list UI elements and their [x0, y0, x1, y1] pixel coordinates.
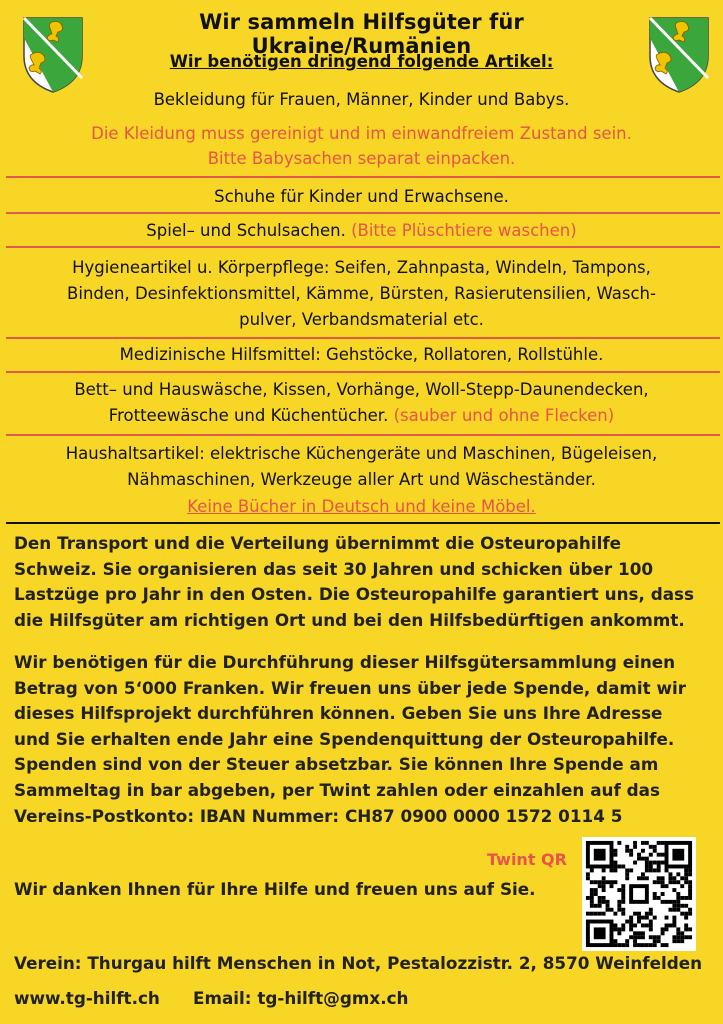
clothing-note-clean: Die Kleidung muss gereinigt und im einwandfreiem Zustand sein. — [91, 124, 632, 143]
page-title: Wir sammeln Hilfsgüter für Ukraine/Rumänien — [199, 10, 524, 58]
clothing-note-babies: Bitte Babysachen separat einpacken. — [207, 149, 516, 168]
twint-qr-label: Twint QR — [487, 850, 567, 869]
divider — [6, 434, 720, 436]
donation-line: Spenden sind von der Steuer absetzbar. Sie können Ihre Spende am — [14, 754, 659, 775]
page-subtitle: Wir benötigen dringend folgende Artikel: — [169, 52, 554, 71]
footer-association: Verein: Thurgau hilft Menschen in Not, Pestalozzistr. 2, 8570 Weinfelden — [14, 953, 703, 973]
item-linen-1: Bett– und Hauswäsche, Kissen, Vorhänge, Woll-Stepp-Daunendecken, — [74, 380, 649, 399]
item-hygiene-3: pulver, Verbandsmaterial etc. — [239, 310, 484, 329]
divider — [6, 371, 720, 373]
toys-note: (Bitte Plüschtiere waschen) — [351, 221, 577, 240]
divider — [6, 337, 720, 339]
household-note: Keine Bücher in Deutsch und keine Möbel. — [187, 497, 536, 516]
transport-line: die Hilfsgüter am richtigen Ort und bei den Hilfsbedürftigen ankommt. — [14, 609, 685, 630]
donation-line: Sammeltag in bar abgeben, per Twint zahlen oder einzahlen auf das — [14, 779, 660, 800]
item-hygiene-2: Binden, Desinfektionsmittel, Kämme, Bürsten, Rasierutensilien, Wasch- — [67, 284, 656, 303]
thanks-text: Wir danken Ihnen für Ihre Hilfe und freuen uns auf Sie. — [14, 879, 536, 899]
donation-line: und Sie erhalten ende Jahr eine Spendenquittung der Osteuropahilfe. — [14, 728, 675, 749]
item-household-1: Haushaltsartikel: elektrische Küchengeräte und Maschinen, Bügeleisen, — [65, 444, 658, 463]
footer-email[interactable]: Email: tg-hilft@gmx.ch — [193, 988, 409, 1008]
transport-line: Schweiz. Sie organisieren das seit 30 Jahren und schicken über 100 — [14, 558, 654, 579]
linen-text: Frotteewäsche und Küchentücher. — [108, 406, 389, 425]
transport-line: Den Transport und die Verteilung übernimmt die Osteuropahilfe — [14, 533, 622, 553]
toys-text: Spiel– und Schulsachen. — [146, 221, 346, 240]
donation-iban-line: Vereins-Postkonto: IBAN Nummer: CH87 0900 0000 1572 0114 5 — [14, 805, 623, 826]
divider — [6, 522, 720, 524]
donation-line: Betrag von 5‘000 Franken. Wir freuen uns über jede Spende, damit wir — [14, 677, 687, 698]
donation-line: Wir benötigen für die Durchführung dieser Hilfsgütersammlung einen — [14, 652, 676, 672]
thurgau-crest-icon — [22, 16, 84, 94]
item-clothing: Bekleidung für Frauen, Männer, Kinder und Babys. — [153, 90, 570, 109]
item-toys — [0, 218, 723, 243]
donation-paragraph — [14, 650, 714, 829]
item-linen-2 — [0, 403, 723, 428]
item-medical: Medizinische Hilfsmittel: Gehstöcke, Rollatoren, Rollstühle. — [119, 345, 604, 364]
item-hygiene-1: Hygieneartikel u. Körperpflege: Seifen, Zahnpasta, Windeln, Tampons, — [72, 258, 651, 277]
thurgau-crest-icon — [648, 16, 710, 94]
footer-website[interactable]: www.tg-hilft.ch — [14, 988, 160, 1008]
transport-paragraph — [14, 531, 714, 633]
linen-note: (sauber und ohne Flecken) — [393, 406, 615, 425]
transport-line: Lastzüge pro Jahr in den Osten. Die Osteuropahilfe garantiert uns, dass — [14, 584, 695, 605]
item-shoes: Schuhe für Kinder und Erwachsene. — [214, 187, 509, 206]
twint-qr-code[interactable] — [582, 837, 696, 951]
divider — [6, 246, 720, 248]
divider — [6, 212, 720, 214]
divider — [6, 176, 720, 178]
item-household-2: Nähmaschinen, Werkzeuge aller Art und Wäscheständer. — [127, 470, 596, 489]
donation-line: dieses Hilfsprojekt durchführen können. Geben Sie uns Ihre Adresse — [14, 703, 663, 724]
